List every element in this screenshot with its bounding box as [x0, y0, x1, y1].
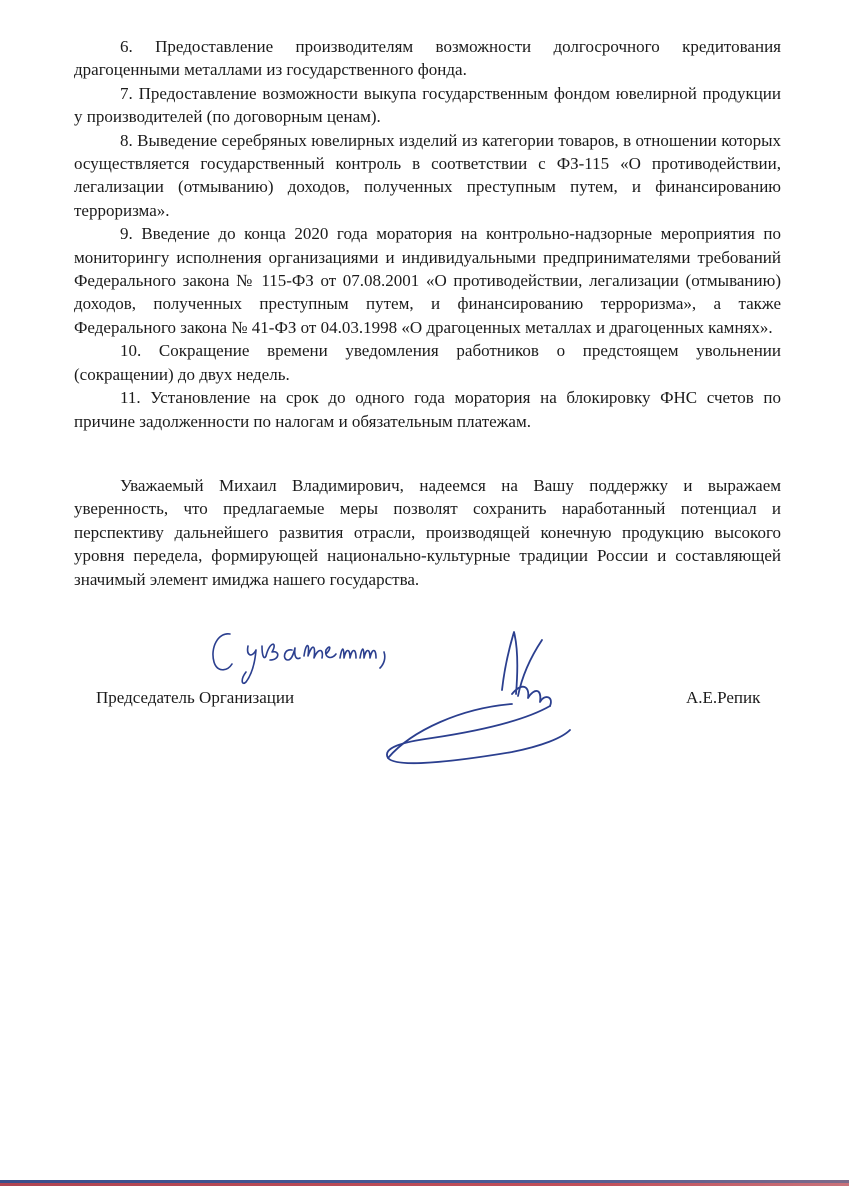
list-item: 11. Установление на срок до одного года моратория на блокировку ФНС счетов по причине задолженности по налогам и обязательным платежам. [74, 388, 781, 431]
closing-paragraph [74, 474, 781, 591]
list-item: 9. Введение до конца 2020 года моратория на контрольно-надзорные мероприятия по мониторингу исполнения организациями и индивидуальными предпринимателями требований Федерального закона № 115-ФЗ от 07.08.2001 «О противодействии, легализации (отмыванию) доходов, полученных преступным путем, и финансированию терроризма», а также Федерального закона № 41-ФЗ от 04.03.1998 «О драгоценных металлах и драгоценных камнях». [74, 224, 781, 337]
footer-stripe [0, 1180, 849, 1186]
signer-title: Председатель Организации [96, 688, 295, 707]
signer-name: А.Е.Репик [686, 688, 761, 707]
closing-text: Уважаемый Михаил Владимирович, надеемся на Вашу поддержку и выражаем уверенность, что предлагаемые меры позволят сохранить наработанный потенциал и перспективу дальнейшего развития отрасли, производящей конечную продукцию высокого уровня передела, формирующей национально-культурные традиции России и составляющей значимый элемент имиджа нашего государства. [74, 476, 781, 589]
measures-list [74, 35, 781, 433]
list-item: 6. Предоставление производителям возможности долгосрочного кредитования драгоценными металлами из государственного фонда. [74, 37, 781, 80]
list-item: 8. Выведение серебряных ювелирных изделий из категории товаров, в отношении которых осуществляется государственный контроль в соответствии с ФЗ-115 «О противодействии, легализации (отмыванию) доходов, полученных преступным путем, и финансированию терроризма». [74, 130, 781, 220]
list-item: 10. Сокращение времени уведомления работников о предстоящем увольнении (сокращении) до двух недель. [74, 341, 781, 384]
footer-stripe-red [0, 1183, 849, 1186]
signature [372, 612, 582, 772]
list-item: 7. Предоставление возможности выкупа государственным фондом ювелирной продукции у производителей (по договорным ценам). [74, 83, 781, 127]
